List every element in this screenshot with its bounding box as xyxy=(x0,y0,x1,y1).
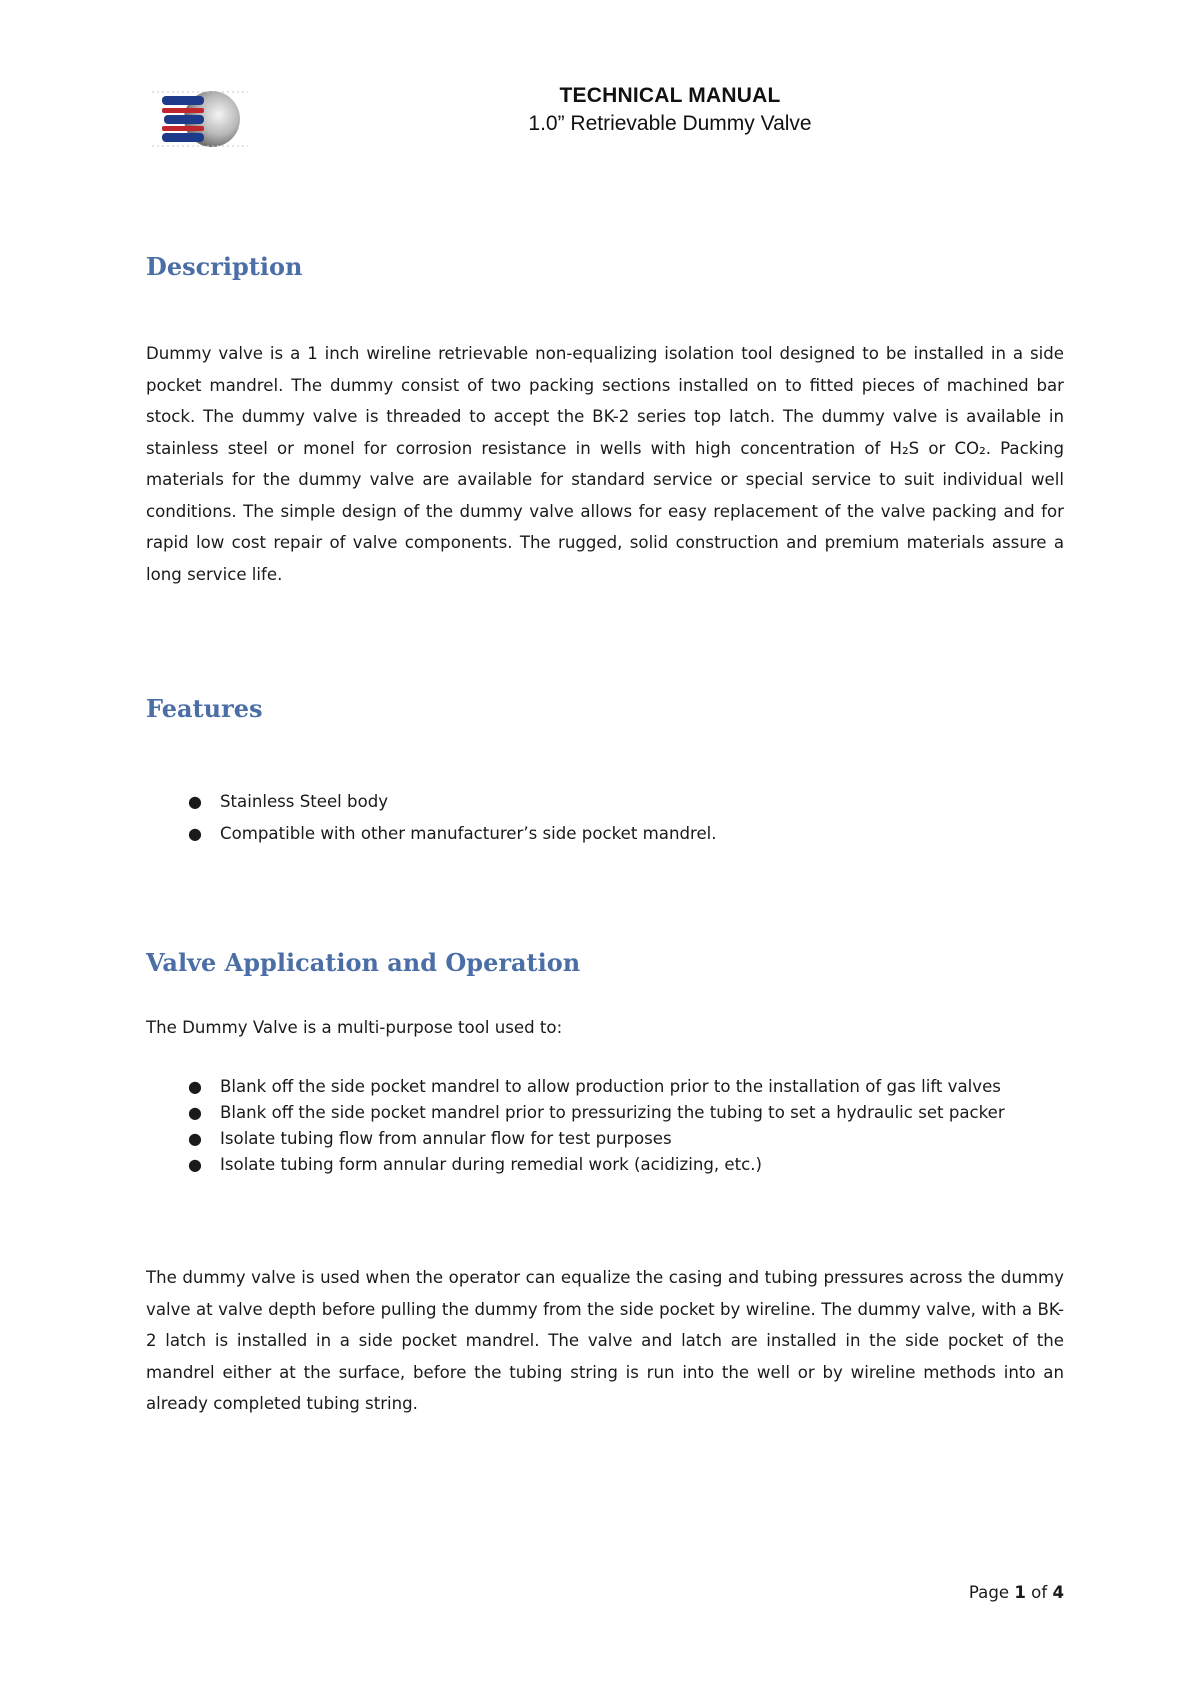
application-list xyxy=(146,1074,1064,1178)
bullet-icon: ● xyxy=(188,1155,202,1174)
page-number: Page 1 of 4 xyxy=(968,1583,1064,1602)
document-header xyxy=(440,82,900,138)
header-subtitle: 1.0” Retrievable Dummy Valve xyxy=(528,112,812,135)
bullet-icon: ● xyxy=(188,1103,202,1122)
bullet-icon: ● xyxy=(188,824,202,843)
list-item: ● Isolate tubing form annular during remedial work (acidizing, etc.) xyxy=(146,1152,1064,1178)
bullet-icon: ● xyxy=(188,1129,202,1148)
application-intro: The Dummy Valve is a multi-purpose tool used to: xyxy=(146,1018,563,1037)
list-item: ● Isolate tubing flow from annular flow for test purposes xyxy=(146,1126,1064,1152)
bullet-icon: ● xyxy=(188,792,202,811)
features-list xyxy=(146,786,1064,850)
description-heading: Description xyxy=(146,252,303,281)
list-item: ● Stainless Steel body xyxy=(146,786,1064,818)
list-item: ● Blank off the side pocket mandrel prior to pressurizing the tubing to set a hydraulic set packer xyxy=(146,1100,1064,1126)
features-heading: Features xyxy=(146,694,263,723)
application-heading: Valve Application and Operation xyxy=(146,948,581,977)
bullet-icon: ● xyxy=(188,1077,202,1096)
list-item: ● Blank off the side pocket mandrel to allow production prior to the installation of gas lift valves xyxy=(146,1074,1064,1100)
company-logo-icon xyxy=(150,82,250,154)
list-item: ● Compatible with other manufacturer’s side pocket mandrel. xyxy=(146,818,1064,850)
description-paragraph: Dummy valve is a 1 inch wireline retrievable non-equalizing isolation tool designed to be installed in a side pocket mandrel. The dummy consist of two packing sections installed on to fitted pieces of machined bar stock. The dummy valve is threaded to accept the BK-2 series top latch. The dummy valve is available in stainless steel or monel for corrosion resistance in wells with high concentration of H₂S or CO₂. Packing materials for the dummy valve are available for standard service or special service to suit individual well conditions. The simple design of the dummy valve allows for easy replacement of the valve packing and for rapid low cost repair of valve components. The rugged, solid construction and premium materials assure a long service life. xyxy=(146,344,1064,584)
header-title: TECHNICAL MANUAL xyxy=(559,84,781,107)
application-paragraph: The dummy valve is used when the operator can equalize the casing and tubing pressures across the dummy valve at valve depth before pulling the dummy from the side pocket by wireline. The dummy valve, with a BK-2 latch is installed in a side pocket mandrel. The valve and latch are installed in the side pocket of the mandrel either at the surface, before the tubing string is run into the well or by wireline methods into an already completed tubing string. xyxy=(146,1268,1064,1413)
